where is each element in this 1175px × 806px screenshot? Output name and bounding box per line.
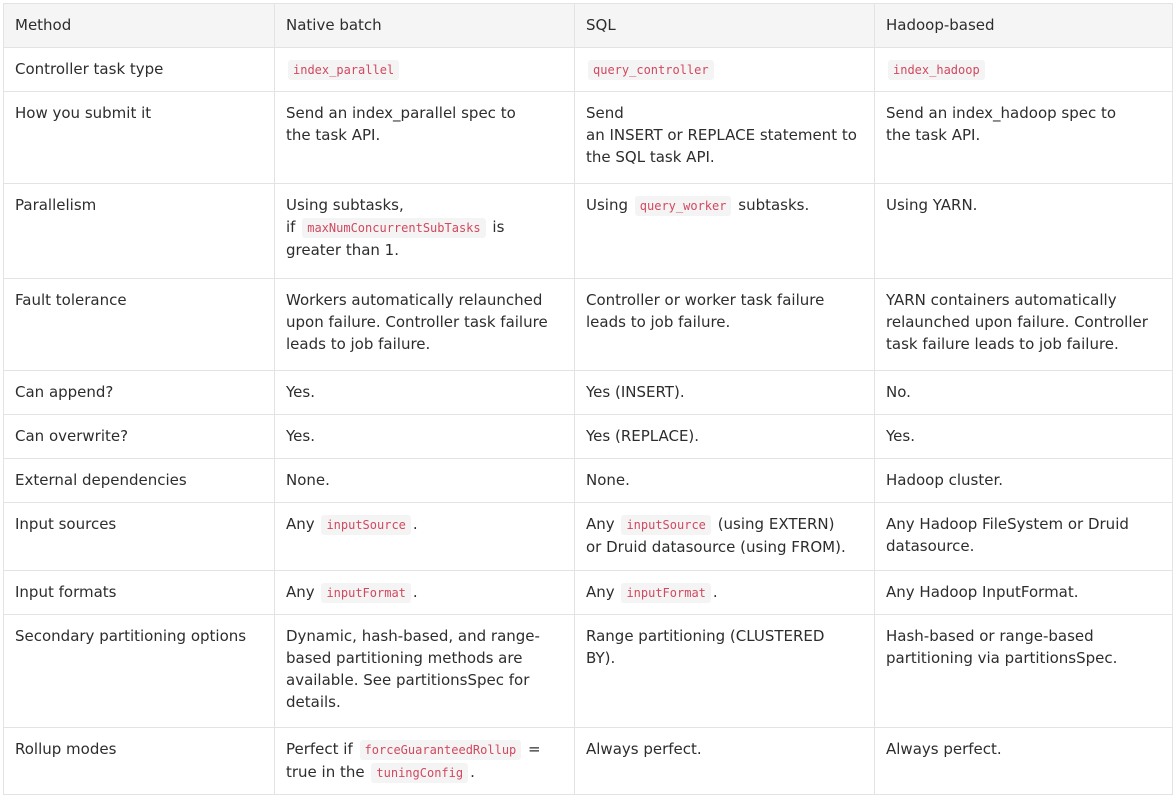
cell-text-with-code (286, 738, 563, 761)
cell-hadoop (875, 279, 1173, 371)
code-snippet: inputFormat (321, 583, 410, 603)
row-label: Can append? (4, 371, 275, 415)
cell-sql (575, 184, 875, 279)
table-header-row (4, 4, 1173, 48)
table-row (4, 184, 1173, 279)
cell-text: Hash-based or range-based (886, 627, 1094, 645)
header-native-batch: Native batch (275, 4, 575, 48)
cell-hadoop (875, 615, 1173, 728)
cell-hadoop: Yes. (875, 415, 1173, 459)
cell-hadoop (875, 48, 1173, 92)
cell-sql (575, 615, 875, 728)
cell-text: partitioning via partitionsSpec. (886, 649, 1118, 667)
cell-text: BY). (586, 649, 616, 667)
row-label: Fault tolerance (4, 279, 275, 371)
code-snippet: index_parallel (288, 60, 399, 80)
cell-text: . (470, 763, 475, 781)
cell-native (275, 571, 575, 615)
cell-text: Any Hadoop FileSystem or Druid (886, 515, 1129, 533)
cell-text: Any (586, 583, 615, 601)
cell-sql (575, 503, 875, 571)
row-label: Secondary partitioning options (4, 615, 275, 728)
cell-text: . (712, 583, 718, 601)
row-label: How you submit it (4, 92, 275, 184)
cell-text: Controller or worker task failure (586, 291, 825, 309)
cell-text: datasource. (886, 537, 975, 555)
cell-text: leads to job failure. (586, 313, 731, 331)
cell-text: . (412, 583, 418, 601)
code-snippet: inputFormat (621, 583, 710, 603)
row-label: Controller task type (4, 48, 275, 92)
cell-text: the SQL task API. (586, 148, 715, 166)
table-row (4, 279, 1173, 371)
cell-native: Yes. (275, 415, 575, 459)
cell-text: Range partitioning (CLUSTERED (586, 627, 825, 645)
cell-text: . (412, 515, 418, 533)
cell-text: is (492, 218, 505, 236)
cell-text: Send an index_hadoop spec to (886, 104, 1117, 122)
code-snippet: tuningConfig (371, 763, 468, 783)
ingestion-methods-comparison-table (3, 3, 1173, 795)
code-snippet: inputSource (621, 515, 710, 535)
cell-text: Perfect if (286, 740, 353, 758)
cell-sql (575, 279, 875, 371)
row-label: Parallelism (4, 184, 275, 279)
cell-native (275, 728, 575, 795)
table-row (4, 371, 1173, 415)
cell-sql: Yes (INSERT). (575, 371, 875, 415)
header-hadoop-based: Hadoop-based (875, 4, 1173, 48)
cell-hadoop: Always perfect. (875, 728, 1173, 795)
cell-text: greater than 1. (286, 241, 399, 259)
cell-text: Send an index_parallel spec to (286, 104, 516, 122)
code-snippet: inputSource (321, 515, 410, 535)
cell-sql (575, 48, 875, 92)
cell-text: upon failure. Controller task failure (286, 313, 548, 331)
cell-sql: None. (575, 459, 875, 503)
cell-text: Using (586, 196, 628, 214)
cell-text: YARN containers automatically (886, 291, 1117, 309)
cell-sql: Always perfect. (575, 728, 875, 795)
code-snippet: query_controller (588, 60, 714, 80)
table-row (4, 459, 1173, 503)
cell-hadoop (875, 184, 1173, 279)
cell-text: (using EXTERN) (717, 515, 835, 533)
table-row (4, 728, 1173, 795)
cell-text: the task API. (886, 126, 981, 144)
table-row (4, 92, 1173, 184)
cell-text: an INSERT or REPLACE statement to (586, 126, 857, 144)
table-row (4, 571, 1173, 615)
cell-native: Yes. (275, 371, 575, 415)
cell-hadoop (875, 92, 1173, 184)
cell-text: Send (586, 104, 624, 122)
cell-text: available. See partitionsSpec for (286, 671, 530, 689)
row-label: Input formats (4, 571, 275, 615)
cell-native (275, 48, 575, 92)
cell-text: Using YARN. (886, 196, 978, 214)
code-snippet: query_worker (635, 196, 732, 216)
header-sql: SQL (575, 4, 875, 48)
cell-text: true in the (286, 763, 365, 781)
cell-text: Dynamic, hash-based, and range- (286, 627, 540, 645)
cell-hadoop: Hadoop cluster. (875, 459, 1173, 503)
cell-text: the task API. (286, 126, 381, 144)
cell-text: Workers automatically relaunched (286, 291, 543, 309)
cell-hadoop: No. (875, 371, 1173, 415)
cell-text: details. (286, 693, 341, 711)
code-snippet: forceGuaranteedRollup (360, 740, 522, 760)
cell-native (275, 92, 575, 184)
cell-text: Using subtasks, (286, 196, 404, 214)
cell-text: Any (286, 583, 315, 601)
header-method: Method (4, 4, 275, 48)
cell-sql (575, 571, 875, 615)
row-label: Input sources (4, 503, 275, 571)
cell-text: relaunched upon failure. Controller (886, 313, 1148, 331)
cell-text: leads to job failure. (286, 335, 431, 353)
cell-sql (575, 92, 875, 184)
cell-hadoop: Any Hadoop InputFormat. (875, 571, 1173, 615)
cell-text: = (528, 740, 541, 758)
cell-text: subtasks. (738, 196, 810, 214)
cell-text: Any (586, 515, 615, 533)
table-row (4, 415, 1173, 459)
cell-native (275, 503, 575, 571)
table-row (4, 615, 1173, 728)
cell-text: if (286, 218, 296, 236)
cell-text: based partitioning methods are (286, 649, 523, 667)
cell-text: Any (286, 515, 315, 533)
cell-text-with-code (286, 761, 563, 784)
table-row (4, 503, 1173, 571)
table-row (4, 48, 1173, 92)
cell-text-with-code (586, 513, 863, 536)
cell-native (275, 184, 575, 279)
cell-sql: Yes (REPLACE). (575, 415, 875, 459)
cell-native (275, 615, 575, 728)
code-snippet: maxNumConcurrentSubTasks (302, 218, 485, 238)
cell-native: None. (275, 459, 575, 503)
row-label: Can overwrite? (4, 415, 275, 459)
cell-native (275, 279, 575, 371)
cell-hadoop (875, 503, 1173, 571)
cell-text: task failure leads to job failure. (886, 335, 1119, 353)
cell-text: or Druid datasource (using FROM). (586, 538, 846, 556)
row-label: Rollup modes (4, 728, 275, 795)
row-label: External dependencies (4, 459, 275, 503)
cell-text-with-code (286, 216, 563, 239)
code-snippet: index_hadoop (888, 60, 985, 80)
